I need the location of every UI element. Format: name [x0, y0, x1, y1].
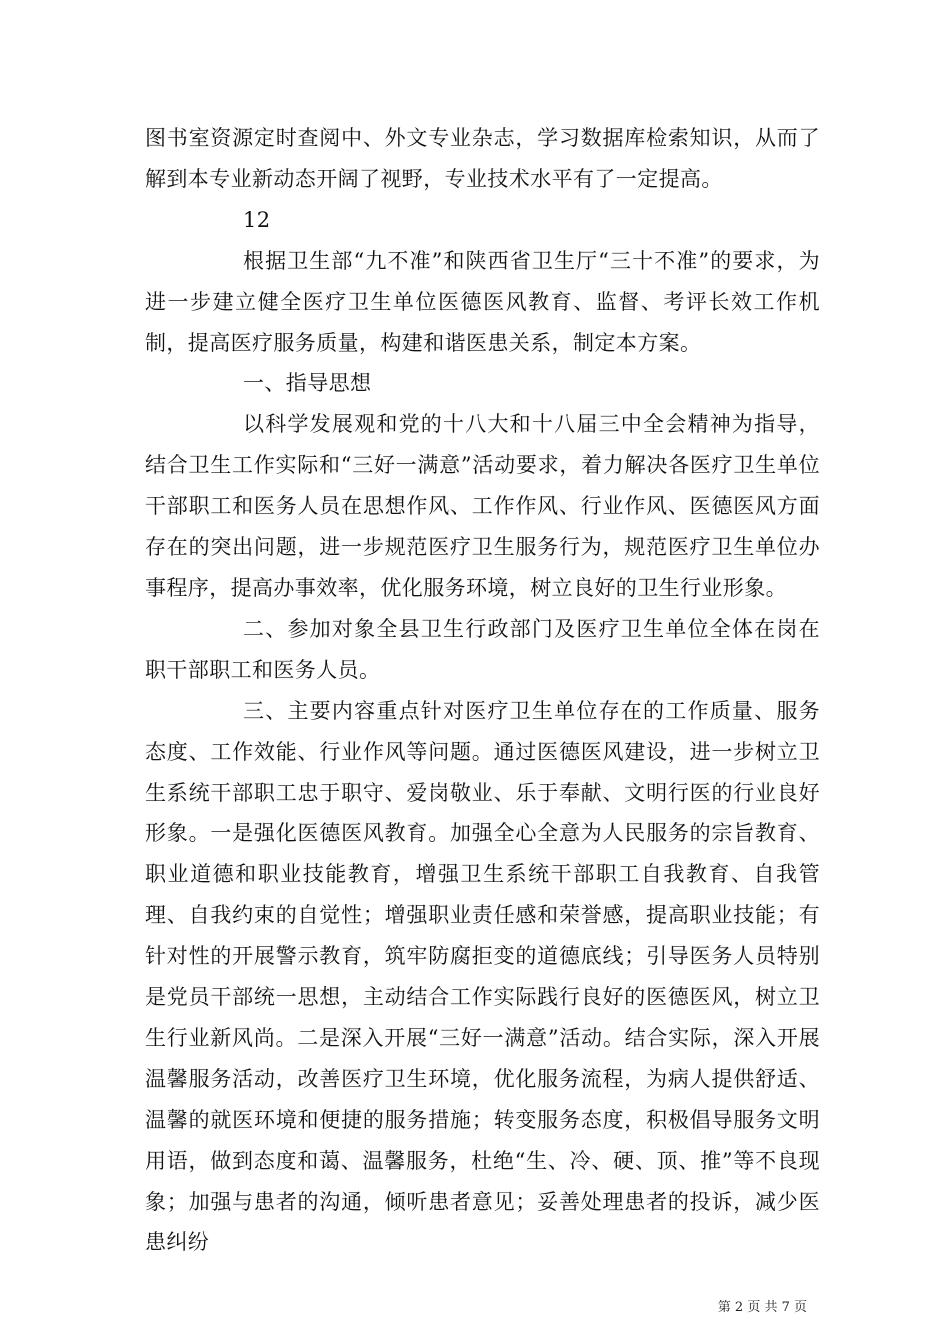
paragraph-2: 12 — [243, 207, 271, 232]
paragraph-5: 以科学发展观和党的十八大和十八届三中全会精神为指导，结合卫生工作实际和“三好一满意”活动要求，着力解决各医疗卫生单位干部职工和医务人员在思想作风、工作作风、行业作风、医德医风方面存在的突出问题，进一步规范医疗卫生服务行为，规范医疗卫生单位办事程序，提高办事效率，优化服务环境，树立良好的卫生行业形象。 — [145, 412, 820, 600]
paragraph-6: 二、参加对象全县卫生行政部门及医疗卫生单位全体在岗在职干部职工和医务人员。 — [145, 616, 820, 682]
paragraph-1: 图书室资源定时查阅中、外文专业杂志，学习数据库检索知识，从而了解到本专业新动态开阔了视野，专业技术水平有了一定提高。 — [145, 126, 820, 191]
paragraph-3: 根据卫生部“九不准”和陕西省卫生厅“三十不准”的要求，为进一步建立健全医疗卫生单位医德医风教育、监督、考评长效工作机制，提高医疗服务质量，构建和谐医患关系，制定本方案。 — [145, 248, 820, 355]
page-number: 第 2 页 共 7 页 — [717, 1300, 807, 1315]
paragraph-7: 三、主要内容重点针对医疗卫生单位存在的工作质量、服务态度、工作效能、行业作风等问题。通过医德医风建设，进一步树立卫生系统干部职工忠于职守、爱岗敬业、乐于奉献、文明行医的行业良好形象。一是强化医德医风教育。加强全心全意为人民服务的宗旨教育、职业道德和职业技能教育，增强卫生系统干部职工自我教育、自我管理、自我约束的自觉性；增强职业责任感和荣誉感，提高职业技能；有针对性的开展警示教育，筑牢防腐拒变的道德底线；引导医务人员特别是党员干部统一思想，主动结合工作实际践行良好的医德医风，树立卫生行业新风尚。二是深入开展“三好一满意”活动。结合实际，深入开展温馨服务活动，改善医疗卫生环境，优化服务流程，为病人提供舒适、温馨的就医环境和便捷的服务措施；转变服务态度，积极倡导服务文明用语，做到态度和蔼、温馨服务，杜绝“生、冷、硬、顶、推”等不良现象；加强与患者的沟通，倾听患者意见；妥善处理患者的投诉，减少医患纠纷 — [145, 698, 820, 1255]
document-body — [145, 118, 820, 1263]
section-heading-guiding-ideology: 一、指导思想 — [243, 371, 372, 396]
